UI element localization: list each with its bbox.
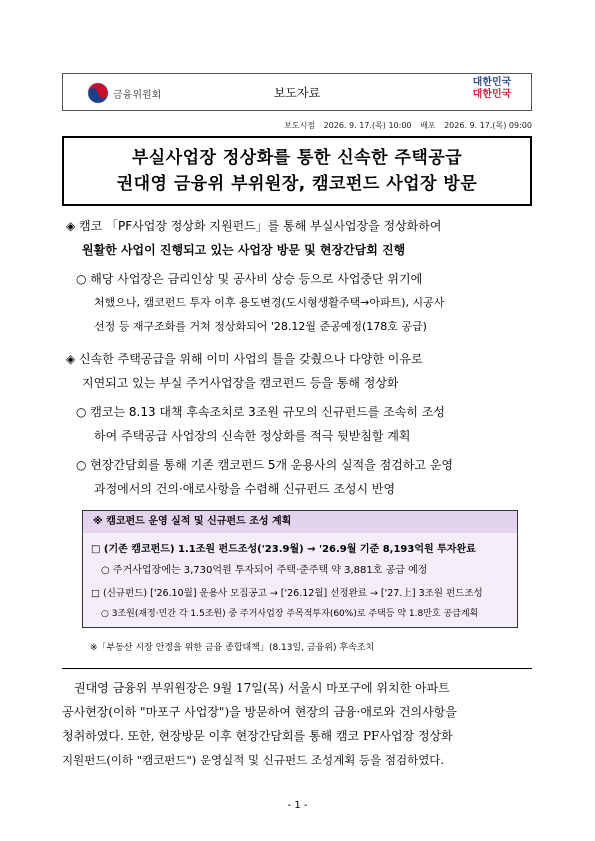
release-line [0, 120, 532, 131]
plan-box-line-1: □ (기존 캠코펀드) 1.1조원 펀드조성('23.9월) → '26.9월 기준 8,193억원 투자완료 [91, 544, 476, 555]
distribution-label: 배포 [420, 121, 436, 130]
korea-logo [467, 77, 517, 109]
distribution-value: 2026. 9. 17.(목) 09:00 [444, 121, 532, 130]
doc-type: 보도자료 [273, 86, 321, 100]
release-time-value: 2026. 9. 17.(목) 10:00 [323, 121, 412, 130]
summary-sub-1-line-1: ○ 해당 사업장은 금리인상 및 공사비 상승 등으로 사업중단 위기에 [76, 272, 423, 286]
body-paragraph [62, 676, 536, 772]
body-line-2: 공사현장(이하 "마포구 사업장")을 방문하여 현장의 금융·애로와 건의사항을 [62, 705, 457, 719]
title-line-2: 권대영 금융위 부위원장, 캠코펀드 사업장 방문 [116, 174, 478, 194]
plan-box [82, 510, 518, 628]
summary-sub-3-line-1: ○ 현장간담회를 통해 기존 캠코펀드 5개 운용사의 실적을 점검하고 운영 [76, 458, 454, 472]
title-line-1: 부실사업장 정상화를 통한 신속한 주택공급 [131, 148, 463, 168]
summary-bullet-2-line-1: ◈ 신속한 주택공급을 위해 이미 사업의 틀을 갖췄으나 다양한 이유로 [66, 352, 423, 366]
footnote: ※「부동산 시장 안정을 위한 금융 종합대책」(8.13일, 금융위) 후속조치 [90, 643, 375, 653]
plan-box-heading: ※ 캠코펀드 운영 실적 및 신규펀드 조성 계획 [83, 511, 517, 533]
summary-sub-1-line-3: 선정 등 재구조화를 거쳐 정상화되어 '28.12월 준공예정(178호 공급) [94, 320, 427, 333]
body-line-4: 지원펀드(이하 "캠코펀드") 운영실적 및 신규펀드 조성계획 등을 점검하였다. [62, 753, 445, 767]
title-box [62, 136, 532, 206]
korea-logo-bottom: 대한민국 [472, 89, 512, 100]
plan-box-line-2: ○ 주거사업장에는 3,730억원 투자되어 주택·준주택 약 3,881호 공급 예정 [101, 565, 428, 576]
org-name: 금융위원회 [113, 89, 162, 101]
plan-box-line-3: □ (신규펀드) ['26.10월] 운용사 모집공고 → ['26.12월] 선정완료 → ['27.上] 3조원 펀드조성 [91, 588, 483, 599]
summary-sub-1-line-2: 처했으나, 캠코펀드 투자 이후 용도변경(도시형생활주택→아파트), 시공사 [94, 296, 445, 309]
korea-logo-top: 대한민국 [472, 77, 512, 88]
release-time-label: 보도시점 [284, 121, 316, 130]
body-line-1: 권대영 금융위 부위원장은 9월 17일(목) 서울시 마포구에 위치한 아파트 [74, 681, 450, 695]
plan-box-line-4: ○ 3조원(재정·민간 각 1.5조원) 중 주거사업장 주목적투자(60%)로 주택등 약 1.8만호 공급계획 [101, 609, 479, 619]
summary-sub-3-line-2: 과정에서의 건의·애로사항을 수렴해 신규펀드 조성시 반영 [94, 482, 396, 496]
divider [62, 668, 532, 669]
summary-sub-2-line-1: ○ 캠코는 8.13 대책 후속조치로 3조원 규모의 신규펀드를 조속히 조성 [76, 405, 445, 419]
summary-bullet-1-line-2: 원활한 사업이 진행되고 있는 사업장 방문 및 현장간담회 진행 [82, 243, 406, 257]
body-line-3: 청취하였다. 또한, 현장방문 이후 현장간담회를 통해 캠코 PF사업장 정상화 [62, 729, 453, 743]
page-number: - 1 - [287, 800, 308, 811]
summary-bullet-1-line-1: ◈ 캠코 「PF사업장 정상화 지원펀드」를 통해 부실사업장을 정상화하여 [66, 219, 442, 233]
summary-bullet-2-line-2: 지연되고 있는 부실 주거사업장을 캠코펀드 등을 통해 정상화 [82, 376, 399, 390]
header-box [62, 73, 532, 111]
summary-sub-2-line-2: 하여 주택공급 사업장의 신속한 정상화를 적극 뒷받침할 계획 [94, 429, 411, 443]
